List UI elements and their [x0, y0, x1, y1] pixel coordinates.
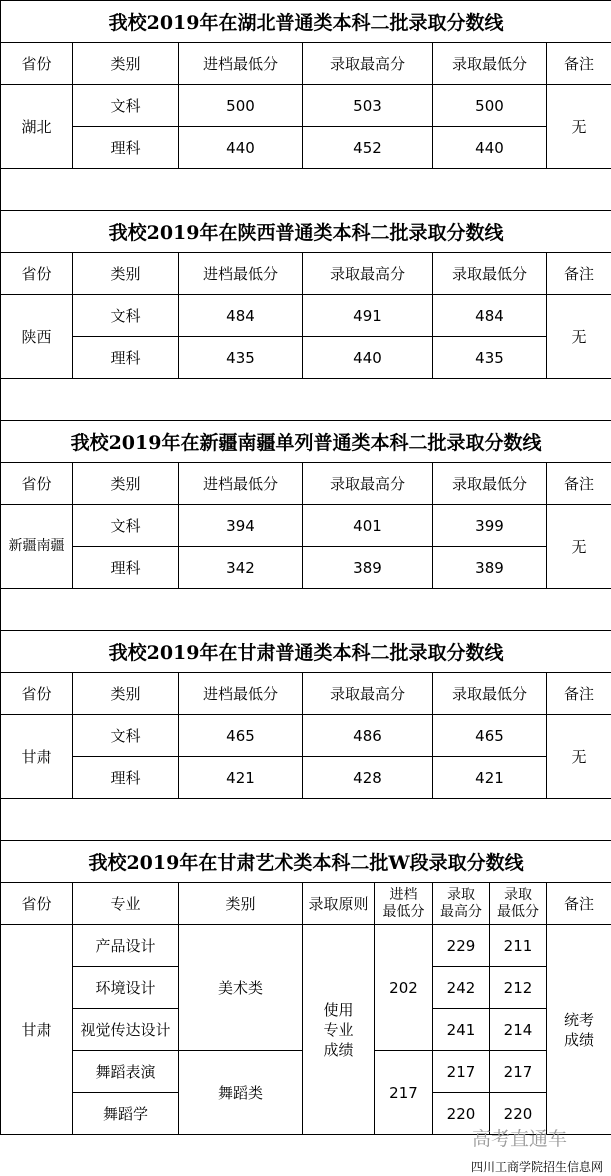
header-major: 专业	[73, 883, 179, 925]
remark-cell: 无	[547, 295, 611, 379]
spacer-row	[1, 799, 611, 841]
score-table-hubei	[0, 0, 611, 211]
table-title: 我校2019年在甘肃艺术类本科二批W段录取分数线	[1, 841, 611, 883]
table-title: 我校2019年在湖北普通类本科二批录取分数线	[1, 1, 611, 43]
remark-cell: 无	[547, 85, 611, 169]
archive-min-cell: 440	[179, 127, 303, 169]
admit-max-cell: 440	[303, 337, 433, 379]
header-province: 省份	[1, 883, 73, 925]
header-category: 类别	[179, 883, 303, 925]
header-admit-max: 录取最高分	[303, 253, 433, 295]
admit-max-cell: 389	[303, 547, 433, 589]
table-row	[1, 127, 611, 169]
spacer-row	[1, 589, 611, 631]
admit-max-cell: 241	[433, 1009, 490, 1051]
header-admit-min: 录取最低分	[433, 253, 547, 295]
spacer-row	[1, 379, 611, 421]
category-cell: 文科	[73, 715, 179, 757]
admit-max-cell: 503	[303, 85, 433, 127]
admit-min-cell: 440	[433, 127, 547, 169]
score-table-xinjiang	[0, 420, 611, 631]
province-cell: 甘肃	[1, 925, 73, 1135]
score-table-shaanxi	[0, 210, 611, 421]
remark-cell: 统考 成绩	[547, 925, 611, 1135]
table-row	[1, 757, 611, 799]
header-admit-max: 录取最高分	[303, 43, 433, 85]
header-admit-max: 录取最高分	[303, 463, 433, 505]
admit-max-cell: 242	[433, 967, 490, 1009]
admit-min-cell: 500	[433, 85, 547, 127]
remark-cell: 无	[547, 715, 611, 799]
header-archive-min: 进档最低分	[179, 463, 303, 505]
admit-max-cell: 401	[303, 505, 433, 547]
archive-min-cell: 435	[179, 337, 303, 379]
admit-min-cell: 212	[490, 967, 547, 1009]
spacer-row	[1, 169, 611, 211]
admit-min-cell: 220	[490, 1093, 547, 1135]
admit-min-cell: 435	[433, 337, 547, 379]
category-cell: 舞蹈类	[179, 1051, 303, 1135]
admit-min-cell: 217	[490, 1051, 547, 1093]
major-cell: 环境设计	[73, 967, 179, 1009]
admit-min-cell: 421	[433, 757, 547, 799]
header-category: 类别	[73, 673, 179, 715]
header-remark: 备注	[547, 673, 611, 715]
table-row	[1, 337, 611, 379]
header-principle: 录取原则	[303, 883, 375, 925]
header-admit-min: 录取最低分	[433, 673, 547, 715]
category-cell: 理科	[73, 757, 179, 799]
archive-min-cell: 217	[375, 1051, 433, 1135]
admit-max-cell: 217	[433, 1051, 490, 1093]
table-row	[1, 925, 611, 967]
header-remark: 备注	[547, 883, 611, 925]
major-cell: 产品设计	[73, 925, 179, 967]
admit-min-cell: 484	[433, 295, 547, 337]
category-cell: 理科	[73, 547, 179, 589]
archive-min-cell: 202	[375, 925, 433, 1051]
header-admit-max: 录取 最高分	[433, 883, 490, 925]
admit-min-cell: 399	[433, 505, 547, 547]
major-cell: 舞蹈表演	[73, 1051, 179, 1093]
header-category: 类别	[73, 253, 179, 295]
header-admit-min: 录取最低分	[433, 463, 547, 505]
archive-min-cell: 465	[179, 715, 303, 757]
archive-min-cell: 394	[179, 505, 303, 547]
remark-cell: 无	[547, 505, 611, 589]
table-row	[1, 715, 611, 757]
header-admit-min: 录取 最低分	[490, 883, 547, 925]
major-cell: 视觉传达设计	[73, 1009, 179, 1051]
admit-min-cell: 465	[433, 715, 547, 757]
admit-min-cell: 211	[490, 925, 547, 967]
header-province: 省份	[1, 673, 73, 715]
category-cell: 文科	[73, 295, 179, 337]
category-cell: 理科	[73, 127, 179, 169]
header-archive-min: 进档最低分	[179, 43, 303, 85]
major-cell: 舞蹈学	[73, 1093, 179, 1135]
category-cell: 文科	[73, 505, 179, 547]
header-remark: 备注	[547, 43, 611, 85]
watermark-caption: 四川工商学院招生信息网	[471, 1160, 604, 1174]
admit-max-cell: 486	[303, 715, 433, 757]
table-row	[1, 295, 611, 337]
header-archive-min: 进档最低分	[179, 673, 303, 715]
table-row	[1, 505, 611, 547]
archive-min-cell: 342	[179, 547, 303, 589]
table-row	[1, 547, 611, 589]
archive-min-cell: 484	[179, 295, 303, 337]
admit-min-cell: 214	[490, 1009, 547, 1051]
province-cell: 新疆南疆	[1, 505, 73, 589]
header-remark: 备注	[547, 253, 611, 295]
header-category: 类别	[73, 43, 179, 85]
header-admit-min: 录取最低分	[433, 43, 547, 85]
archive-min-cell: 421	[179, 757, 303, 799]
score-table-gansu	[0, 630, 611, 841]
table-row	[1, 85, 611, 127]
score-table-gansu-art	[0, 840, 611, 1135]
table-title: 我校2019年在甘肃普通类本科二批录取分数线	[1, 631, 611, 673]
principle-cell: 使用 专业 成绩	[303, 925, 375, 1135]
admit-min-cell: 389	[433, 547, 547, 589]
admit-max-cell: 229	[433, 925, 490, 967]
header-archive-min: 进档 最低分	[375, 883, 433, 925]
category-cell: 美术类	[179, 925, 303, 1051]
category-cell: 理科	[73, 337, 179, 379]
admit-max-cell: 491	[303, 295, 433, 337]
header-province: 省份	[1, 463, 73, 505]
admit-max-cell: 428	[303, 757, 433, 799]
header-province: 省份	[1, 253, 73, 295]
province-cell: 甘肃	[1, 715, 73, 799]
header-remark: 备注	[547, 463, 611, 505]
header-province: 省份	[1, 43, 73, 85]
header-category: 类别	[73, 463, 179, 505]
header-archive-min: 进档最低分	[179, 253, 303, 295]
admit-max-cell: 220	[433, 1093, 490, 1135]
header-admit-max: 录取最高分	[303, 673, 433, 715]
province-cell: 陕西	[1, 295, 73, 379]
watermark-text: 高考直通车	[472, 1128, 568, 1150]
admit-max-cell: 452	[303, 127, 433, 169]
table-title: 我校2019年在新疆南疆单列普通类本科二批录取分数线	[1, 421, 611, 463]
table-title: 我校2019年在陕西普通类本科二批录取分数线	[1, 211, 611, 253]
province-cell: 湖北	[1, 85, 73, 169]
category-cell: 文科	[73, 85, 179, 127]
archive-min-cell: 500	[179, 85, 303, 127]
